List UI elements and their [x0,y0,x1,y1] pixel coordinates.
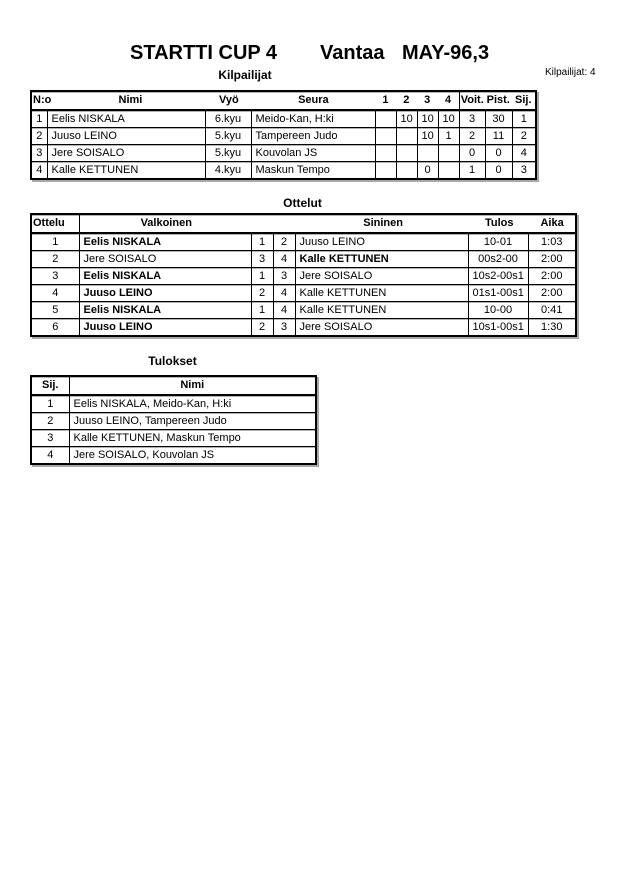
cell-valkoinen-num: 3 [251,251,273,268]
cell-valkoinen-num: 1 [251,268,273,285]
cell-valkoinen: Eelis NISKALA [79,233,251,251]
header-group-totals [459,91,536,110]
cell-r2 [396,128,417,145]
cell-r1 [375,128,396,145]
cell-valkoinen: Jere SOISALO [79,251,251,268]
title-location: Vantaa [320,42,385,64]
col-header-nimi: Nimi [118,94,143,106]
col-header-voit: Voit. [460,94,484,106]
title-event: STARTTI CUP 4 [130,42,278,64]
tulokset-heading: Tulokset [148,354,197,368]
cell-valkoinen: Eelis NISKALA [79,268,251,285]
table-row [31,447,316,465]
table-row [31,430,316,447]
table-row [31,110,536,128]
cell-valkoinen: Juuso LEINO [79,285,251,302]
cell-match-no: 6 [31,319,79,337]
cell-sij: 1 [31,395,69,413]
cell-no: 3 [31,145,47,162]
cell-sij: 2 [31,413,69,430]
cell-valkoinen-num: 1 [251,302,273,319]
cell-sininen-num: 3 [273,319,295,337]
cell-nimi: Jere SOISALO [47,145,205,162]
cell-tulos: 10-00 [468,302,528,319]
cell-valkoinen: Juuso LEINO [79,319,251,337]
cell-sij: 3 [31,430,69,447]
cell-nimi: Kalle KETTUNEN [47,162,205,180]
cell-sininen-num: 3 [273,268,295,285]
col-header-tulos: Tulos [485,217,514,229]
cell-r3: 0 [417,162,438,180]
cell-sij: 1 [512,110,536,128]
kilpailijat-heading: Kilpailijat [218,68,272,82]
header-row [31,214,576,233]
table-row [31,302,576,319]
col-header-sij: Sij. [515,94,532,106]
cell-sininen: Kalle KETTUNEN [295,302,468,319]
tulokset-table [30,375,317,465]
table-row [31,413,316,430]
cell-vyo: 5.kyu [205,128,251,145]
cell-tulos: 01s1-00s1 [468,285,528,302]
cell-voit: 0 [459,145,485,162]
cell-sininen-num: 4 [273,302,295,319]
header-row [31,91,536,110]
col-header-ottelu: Ottelu [31,214,79,233]
table-row [31,395,316,413]
cell-sininen: Kalle KETTUNEN [295,251,468,268]
cell-tulos: 00s2-00 [468,251,528,268]
cell-aika: 2:00 [528,285,576,302]
col-header-nimi: Nimi [69,376,316,395]
cell-nimi: Kalle KETTUNEN, Maskun Tempo [69,430,316,447]
title-date: MAY-96,3 [402,42,490,64]
cell-r4: 1 [438,128,459,145]
cell-sininen-num: 4 [273,285,295,302]
cell-r3: 10 [417,128,438,145]
cell-aika: 0:41 [528,302,576,319]
col-header-no: N:o [33,94,52,106]
cell-sininen: Juuso LEINO [295,233,468,251]
table-row [31,145,536,162]
cell-voit: 1 [459,162,485,180]
cell-r4 [438,162,459,180]
table-row [31,319,576,337]
col-header-valkoinen: Valkoinen [140,217,192,229]
table-row [31,268,576,285]
cell-pist: 0 [485,162,512,180]
cell-nimi: Eelis NISKALA [47,110,205,128]
cell-sininen-num: 4 [273,251,295,268]
table-row [31,251,576,268]
cell-sininen-num: 2 [273,233,295,251]
cell-match-no: 3 [31,268,79,285]
cell-seura: Tampereen Judo [251,128,375,145]
cell-tulos: 10s1-00s1 [468,319,528,337]
cell-sij: 2 [512,128,536,145]
cell-vyo: 5.kyu [205,145,251,162]
col-header-r4: 4 [445,94,452,106]
cell-nimi: Juuso LEINO [47,128,205,145]
cell-tulos: 10s2-00s1 [468,268,528,285]
ottelut-table [30,213,577,337]
cell-sij: 4 [512,145,536,162]
cell-sij: 3 [512,162,536,180]
cell-voit: 3 [459,110,485,128]
cell-voit: 2 [459,128,485,145]
col-header-pist: Pist. [486,94,510,106]
header-group-match [79,214,576,233]
cell-nimi: Eelis NISKALA, Meido-Kan, H:ki [69,395,316,413]
table-row [31,233,576,251]
cell-valkoinen-num: 2 [251,285,273,302]
cell-seura: Maskun Tempo [251,162,375,180]
cell-r2: 10 [396,110,417,128]
kilpailijat-table [30,90,537,180]
cell-sininen: Jere SOISALO [295,319,468,337]
cell-no: 1 [31,110,47,128]
cell-vyo: 6.kyu [205,110,251,128]
cell-aika: 2:00 [528,268,576,285]
col-header-r1: 1 [382,94,389,106]
table-row [31,128,536,145]
cell-sininen: Kalle KETTUNEN [295,285,468,302]
competitors-count-label: Kilpailijat: 4 [545,67,596,78]
cell-r2 [396,162,417,180]
cell-r1 [375,110,396,128]
col-header-r2: 2 [403,94,410,106]
cell-no: 4 [31,162,47,180]
col-header-r3: 3 [424,94,431,106]
table-row [31,162,536,180]
cell-pist: 0 [485,145,512,162]
col-header-aika: Aika [540,217,564,229]
header-group-left [31,91,459,110]
cell-match-no: 4 [31,285,79,302]
cell-r2 [396,145,417,162]
cell-nimi: Juuso LEINO, Tampereen Judo [69,413,316,430]
cell-no: 2 [31,128,47,145]
cell-tulos: 10-01 [468,233,528,251]
cell-aika: 1:30 [528,319,576,337]
cell-r3: 10 [417,110,438,128]
cell-sij: 4 [31,447,69,465]
cell-r4: 10 [438,110,459,128]
cell-seura: Meido-Kan, H:ki [251,110,375,128]
cell-aika: 1:03 [528,233,576,251]
cell-pist: 30 [485,110,512,128]
cell-valkoinen-num: 1 [251,233,273,251]
cell-aika: 2:00 [528,251,576,268]
cell-valkoinen: Eelis NISKALA [79,302,251,319]
ottelut-heading: Ottelut [283,196,322,210]
cell-r1 [375,145,396,162]
cell-r4 [438,145,459,162]
header-row [31,376,316,395]
cell-r3 [417,145,438,162]
col-header-sininen: Sininen [363,217,403,229]
cell-pist: 11 [485,128,512,145]
cell-nimi: Jere SOISALO, Kouvolan JS [69,447,316,465]
cell-match-no: 2 [31,251,79,268]
table-row [31,285,576,302]
cell-seura: Kouvolan JS [251,145,375,162]
col-header-vyo: Vyö [218,94,239,106]
cell-r1 [375,162,396,180]
cell-vyo: 4.kyu [205,162,251,180]
cell-valkoinen-num: 2 [251,319,273,337]
cell-sininen: Jere SOISALO [295,268,468,285]
cell-match-no: 5 [31,302,79,319]
col-header-sij: Sij. [31,376,69,395]
col-header-seura: Seura [298,94,329,106]
cell-match-no: 1 [31,233,79,251]
